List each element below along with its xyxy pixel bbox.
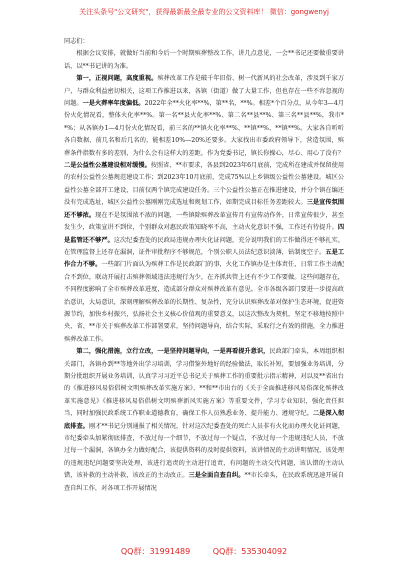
section-two-text-a: 民政部门牵头，本周组织相关部门，各镇办到**等地外出学习培训，学习借鉴外地好的经验做法，取长补短，要加强业务培训，分期分批组织开展业务培训，认真学习习近平总书记关于殡葬工作的重要批示指示精神，对以及**省出台的《推进移风易俗倡树文明殡葬改革实施方案》、**和**市出台的《关于全面推进移风易俗深化殡葬改革实施意见》《推进移风易俗倡树文明殡葬新风实施方案》等重要文件，学习专业知识，强化责任担当，同时加强民政系统工作职业道德教育，确保工作人员熟悉业务、提升能力、遵规守纪。	[64, 348, 345, 418]
qq-group-1: QQ群：31991489	[120, 547, 191, 556]
section-one-heading: 第一，正视问题，高度重视。	[76, 75, 158, 83]
section-one-point-3: 三是宣传氛围还不够浓。	[64, 199, 345, 219]
section-one-point-1: 一是火葬率年度偏低。	[82, 100, 145, 108]
document-body	[64, 36, 344, 495]
section-one-point-2: 二是公益性公墓建设相对缓慢。	[64, 162, 151, 170]
promo-banner: 关注头条号"公文研究"，获得最新最全最专业的公文资料库！ 微信：gongwenyj	[79, 8, 329, 16]
section-two-paragraph	[64, 346, 344, 495]
contact-footer	[0, 546, 408, 558]
section-two-point-1: 一是坚持问题导向，一是再看提升意识，	[157, 348, 270, 356]
section-one-text-f: 一些部门片面认为殡葬工作是民政部门的事，火化工作镇办是主体责任，日常工作主动配合不到位，联动开展打击殡葬领域违法违规行为少，在齐抓共管上还有不少工作要做。这些问题存在，不同程度影响了全市殡葬改革进度，造成部分群众对殡葬改革有意见。全市各级各部门要进一步提高政治意识，大局意识，深刻理解殡葬改革的长期性、复杂性，充分认识殡葬改革对保护生态环境，促进资源节约，加快乡村振兴，弘扬社会主义核心价值观的重要意义，以这次整改为契机，坚定不移地按照中央、省、**市关于殡葬改革工作部署要求，坚持问题导向，结合实际，采取行之有效的措施，全力推进殡葬改革工作。	[64, 261, 345, 343]
section-two-heading: 第二，强化措施，立行立改，	[76, 348, 158, 356]
section-two-point-3: 三是全面自查自纠。	[188, 472, 245, 480]
section-one-text-b: 2022年全**火化率**%，第**名，**%。相差*个百分点，从今年3—4月份火化情况看，整体火化率**%。第一名**县火化率**%、第二名**县**%、第三名**县**%，我市**%；从各镇办1—4月份火化情况看，前三名的**镇火化率**%、**镇**%、**镇**%。大家各自听听各自数据，前几名和后几名的，能相差10%—20%还要多。大家找出市委政府领导下，营造氛围，殡葬条件指数有多的差别，为什么会有这样大的差距，作为党委书记，镇长你操心，尽心、用心了没有？	[64, 100, 344, 157]
section-one-point-5: 五是工作合力不够。	[64, 248, 345, 269]
section-one-paragraph	[64, 73, 344, 346]
intro-paragraph: 根据会议安排，就做好当前和今后一个时期殡葬整改工作，讲几点意见，一会**书记还要做重要讲话，以**书记讲的为准。	[64, 50, 344, 70]
qq-group-2: QQ群：535304092	[212, 547, 288, 556]
section-one-text-c: 按照省、**市要求，各县到2023年6月底前，完成所在建成并保留使用的农村公益性公墓规范建设工作；到2023年10月底前，完成75%以上乡镇级公益性公墓建设。城区公益性公墓全部开工建设，目前仅两个镇完成建设任务。三个公益性公墓正在推进建设，并分个镇在编还没有完成选址，城区公益性公墓刚刚完成选址和规划工作，如期完成目标任务差距较大。	[64, 162, 345, 207]
section-one-text-d: 现在不是氛围浓不浓的问题，一些镇除殡葬改革宣传月有宣传动作外，日常宣传很少，甚至发生少，政策宣讲不到位，个别群众对惠民政策知晓率不高，主动火化意识不强，工作还有待提升。	[64, 211, 345, 232]
section-two-text-c: **市长牵头，在民政系统迅速开展自查自纠工作，对各项工作开展情况	[64, 472, 345, 492]
section-one-text-e: 这次纪委查处的民政局违规办理火化证问题，充分说明我们的工作做得还不够扎实，在管理监督上还存在漏洞，证件审批程序不够规范，个别公职人员法纪意识淡薄，钻制度空子。	[64, 236, 345, 256]
salutation: 同志们：	[64, 38, 89, 45]
section-two-point-2: 二是深入彻底排查。	[64, 410, 345, 430]
section-one-point-4: 四是监管还不够严。	[64, 224, 344, 244]
section-one-text-a: 殡葬改革工作是破千年旧俗、树一代新风的社会改革，涉及到千家万户，与群众利益密切相关，这项工作推进以来，各镇（街道）做了大量工作，但也存在一些不容忽视的问题。	[64, 75, 345, 108]
section-two-text-b: 刚才**书记分别通报了相关情况，针对这次纪委查处的死亡人员非有火化而办理火化证问题，市纪委牵头加紧彻底排查，不放过每一个细节，不放过每一个疑点，不放过每一个违规违纪人员，不放过每一个漏洞，各镇办全力做好配合，该提供资料的及时提供资料，该讲情况的主动讲明情况，该处理的违规违纪问题要坚决处理，该进行追责的主动进行追责，有问题的主动交代问题，该认错的主动认错，该补救的主动补救，该改正的主动改正。	[64, 422, 345, 480]
